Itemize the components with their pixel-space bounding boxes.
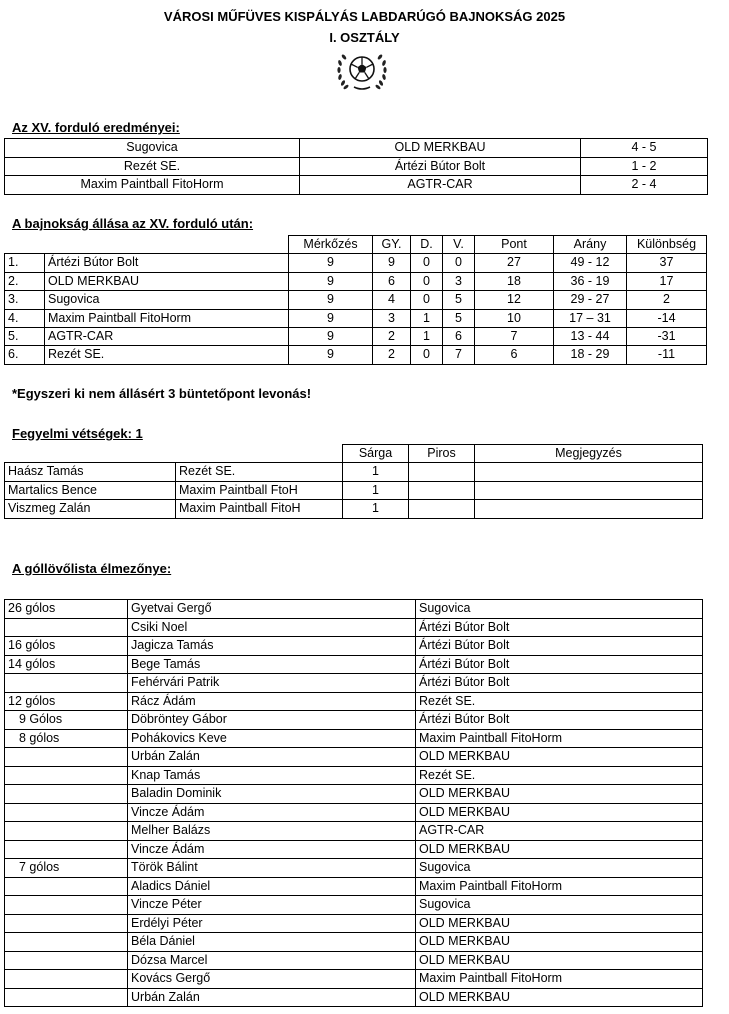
drawn: 0: [411, 272, 443, 290]
player-name: Gyetvai Gergő: [128, 600, 416, 619]
team-name: OLD MERKBAU: [416, 840, 703, 859]
table-row: [5, 988, 703, 1007]
player-name: Csiki Noel: [128, 618, 416, 637]
team-name: Maxim Paintball FitoH: [176, 500, 343, 518]
player-name: Béla Dániel: [128, 933, 416, 952]
remark: [475, 500, 703, 518]
ratio: 18 - 29: [554, 346, 627, 364]
col-ratio: Arány: [554, 236, 627, 254]
player-name: Vincze Péter: [128, 896, 416, 915]
lost: 6: [443, 328, 475, 346]
table-row: [5, 822, 703, 841]
discipline-heading: Fegyelmi vétségek: 1: [12, 426, 143, 441]
goal-count: [5, 618, 128, 637]
table-row: [5, 600, 703, 619]
table-row: [5, 785, 703, 804]
difference: 2: [627, 291, 707, 309]
table-row: [5, 803, 703, 822]
col-diff: Különbség: [627, 236, 707, 254]
results-table: [4, 138, 708, 195]
goal-count: 16 gólos: [5, 637, 128, 656]
table-row: [5, 463, 703, 481]
player-name: Dózsa Marcel: [128, 951, 416, 970]
drawn: 0: [411, 346, 443, 364]
player-name: Martalics Bence: [5, 481, 176, 499]
team-name: Sugovica: [416, 600, 703, 619]
drawn: 0: [411, 291, 443, 309]
home-team: Sugovica: [5, 139, 300, 158]
player-name: Erdélyi Péter: [128, 914, 416, 933]
team-name: Maxim Paintball FtoH: [176, 481, 343, 499]
remark: [475, 481, 703, 499]
team-name: Ártézi Bútor Bolt: [416, 637, 703, 656]
played: 9: [289, 346, 373, 364]
table-row: [5, 618, 703, 637]
home-team: Maxim Paintball FitoHorm: [5, 176, 300, 195]
standings-header-row: [5, 236, 707, 254]
ratio: 29 - 27: [554, 291, 627, 309]
col-points: Pont: [475, 236, 554, 254]
player-name: Melher Balázs: [128, 822, 416, 841]
player-name: Urbán Zalán: [128, 988, 416, 1007]
match-score: 1 - 2: [581, 157, 708, 176]
won: 2: [373, 346, 411, 364]
table-row: [5, 840, 703, 859]
points: 10: [475, 309, 554, 327]
team-name: Ártézi Bútor Bolt: [416, 655, 703, 674]
table-row: [5, 157, 708, 176]
table-row: [5, 481, 703, 499]
table-row: [5, 933, 703, 952]
played: 9: [289, 309, 373, 327]
player-name: Török Bálint: [128, 859, 416, 878]
table-row: [5, 674, 703, 693]
team-name: Ártézi Bútor Bolt: [416, 674, 703, 693]
penalty-note: *Egyszeri ki nem állásért 3 büntetőpont levonás!: [12, 386, 312, 401]
team-name: Rezét SE.: [416, 766, 703, 785]
team-name: OLD MERKBAU: [45, 272, 289, 290]
table-row: [5, 328, 707, 346]
table-row: [5, 655, 703, 674]
team-name: Rezét SE.: [176, 463, 343, 481]
goal-count: [5, 822, 128, 841]
goal-count: [5, 803, 128, 822]
ratio: 49 - 12: [554, 254, 627, 272]
team-name: OLD MERKBAU: [416, 914, 703, 933]
table-row: [5, 139, 708, 158]
page-subtitle: I. OSZTÁLY: [329, 30, 400, 45]
page-title: VÁROSI MŰFÜVES KISPÁLYÁS LABDARÚGÓ BAJNOKSÁG 2025: [163, 9, 566, 24]
goal-count: 12 gólos: [5, 692, 128, 711]
red-cards: [409, 481, 475, 499]
goal-count: [5, 840, 128, 859]
won: 4: [373, 291, 411, 309]
goal-count: [5, 674, 128, 693]
team-name: OLD MERKBAU: [416, 988, 703, 1007]
played: 9: [289, 328, 373, 346]
player-name: Rácz Ádám: [128, 692, 416, 711]
goal-count: [5, 766, 128, 785]
player-name: Döbröntey Gábor: [128, 711, 416, 730]
table-row: [5, 309, 707, 327]
team-name: OLD MERKBAU: [416, 748, 703, 767]
points: 27: [475, 254, 554, 272]
won: 6: [373, 272, 411, 290]
table-row: [5, 914, 703, 933]
goal-count: [5, 951, 128, 970]
red-cards: [409, 463, 475, 481]
team-name: AGTR-CAR: [416, 822, 703, 841]
goal-count: 9 Gólos: [5, 711, 128, 730]
col-lost: V.: [443, 236, 475, 254]
team-name: Maxim Paintball FitoHorm: [416, 970, 703, 989]
team-name: Maxim Paintball FitoHorm: [416, 877, 703, 896]
player-name: Jagicza Tamás: [128, 637, 416, 656]
col-note: Megjegyzés: [475, 445, 703, 463]
table-row: [5, 254, 707, 272]
player-name: Baladin Dominik: [128, 785, 416, 804]
difference: 17: [627, 272, 707, 290]
team-name: OLD MERKBAU: [416, 951, 703, 970]
table-row: [5, 711, 703, 730]
home-team: Rezét SE.: [5, 157, 300, 176]
lost: 3: [443, 272, 475, 290]
table-row: [5, 637, 703, 656]
drawn: 1: [411, 328, 443, 346]
away-team: Ártézi Bútor Bolt: [300, 157, 581, 176]
lost: 7: [443, 346, 475, 364]
scorers-table: [4, 599, 703, 1007]
goal-count: [5, 785, 128, 804]
col-won: GY.: [373, 236, 411, 254]
lost: 5: [443, 309, 475, 327]
played: 9: [289, 254, 373, 272]
player-name: Vincze Ádám: [128, 840, 416, 859]
results-heading: Az XV. forduló eredményei:: [12, 120, 180, 135]
goal-count: 26 gólos: [5, 600, 128, 619]
col-yellow: Sárga: [343, 445, 409, 463]
player-name: Knap Tamás: [128, 766, 416, 785]
player-name: Urbán Zalán: [128, 748, 416, 767]
team-name: OLD MERKBAU: [416, 933, 703, 952]
red-cards: [409, 500, 475, 518]
team-name: Maxim Paintball FitoHorm: [416, 729, 703, 748]
table-row: [5, 176, 708, 195]
player-name: Vincze Ádám: [128, 803, 416, 822]
goal-count: [5, 748, 128, 767]
table-row: [5, 500, 703, 518]
won: 2: [373, 328, 411, 346]
team-name: Sugovica: [416, 896, 703, 915]
goal-count: [5, 970, 128, 989]
match-score: 4 - 5: [581, 139, 708, 158]
away-team: OLD MERKBAU: [300, 139, 581, 158]
ratio: 17 – 31: [554, 309, 627, 327]
table-row: [5, 692, 703, 711]
goal-count: [5, 914, 128, 933]
points: 7: [475, 328, 554, 346]
position: 6.: [5, 346, 45, 364]
scorers-heading: A góllövőlista élmezőnye:: [12, 561, 172, 576]
position: 4.: [5, 309, 45, 327]
team-name: Ártézi Bútor Bolt: [45, 254, 289, 272]
points: 18: [475, 272, 554, 290]
discipline-header-row: [5, 445, 703, 463]
player-name: Haász Tamás: [5, 463, 176, 481]
played: 9: [289, 272, 373, 290]
player-name: Viszmeg Zalán: [5, 500, 176, 518]
position: 1.: [5, 254, 45, 272]
remark: [475, 463, 703, 481]
col-played: Mérkőzés: [289, 236, 373, 254]
points: 6: [475, 346, 554, 364]
team-name: Ártézi Bútor Bolt: [416, 711, 703, 730]
team-name: OLD MERKBAU: [416, 785, 703, 804]
ratio: 13 - 44: [554, 328, 627, 346]
team-name: AGTR-CAR: [45, 328, 289, 346]
player-name: Aladics Dániel: [128, 877, 416, 896]
team-name: OLD MERKBAU: [416, 803, 703, 822]
table-row: [5, 291, 707, 309]
team-name: Sugovica: [416, 859, 703, 878]
points: 12: [475, 291, 554, 309]
table-row: [5, 877, 703, 896]
team-name: Sugovica: [45, 291, 289, 309]
player-name: Pohákovics Keve: [128, 729, 416, 748]
yellow-cards: 1: [343, 481, 409, 499]
difference: -11: [627, 346, 707, 364]
won: 3: [373, 309, 411, 327]
standings-heading: A bajnokság állása az XV. forduló után:: [12, 216, 254, 231]
match-score: 2 - 4: [581, 176, 708, 195]
played: 9: [289, 291, 373, 309]
table-row: [5, 859, 703, 878]
table-row: [5, 748, 703, 767]
discipline-table: [4, 444, 703, 519]
difference: 37: [627, 254, 707, 272]
goal-count: 14 gólos: [5, 655, 128, 674]
away-team: AGTR-CAR: [300, 176, 581, 195]
position: 3.: [5, 291, 45, 309]
table-row: [5, 951, 703, 970]
yellow-cards: 1: [343, 463, 409, 481]
team-name: Rezét SE.: [45, 346, 289, 364]
standings-table: [4, 235, 707, 365]
goal-count: [5, 877, 128, 896]
table-row: [5, 970, 703, 989]
player-name: Kovács Gergő: [128, 970, 416, 989]
team-name: Ártézi Bútor Bolt: [416, 618, 703, 637]
won: 9: [373, 254, 411, 272]
yellow-cards: 1: [343, 500, 409, 518]
col-drawn: D.: [411, 236, 443, 254]
ratio: 36 - 19: [554, 272, 627, 290]
goal-count: [5, 933, 128, 952]
table-row: [5, 766, 703, 785]
lost: 5: [443, 291, 475, 309]
table-row: [5, 272, 707, 290]
table-row: [5, 896, 703, 915]
drawn: 1: [411, 309, 443, 327]
goal-count: 7 gólos: [5, 859, 128, 878]
goal-count: [5, 896, 128, 915]
lost: 0: [443, 254, 475, 272]
position: 5.: [5, 328, 45, 346]
difference: -31: [627, 328, 707, 346]
team-name: Maxim Paintball FitoHorm: [45, 309, 289, 327]
player-name: Bege Tamás: [128, 655, 416, 674]
football-laurel-logo-icon: [334, 49, 390, 93]
position: 2.: [5, 272, 45, 290]
goal-count: 8 gólos: [5, 729, 128, 748]
difference: -14: [627, 309, 707, 327]
table-row: [5, 346, 707, 364]
player-name: Fehérvári Patrik: [128, 674, 416, 693]
goal-count: [5, 988, 128, 1007]
col-red: Piros: [409, 445, 475, 463]
team-name: Rezét SE.: [416, 692, 703, 711]
drawn: 0: [411, 254, 443, 272]
table-row: [5, 729, 703, 748]
